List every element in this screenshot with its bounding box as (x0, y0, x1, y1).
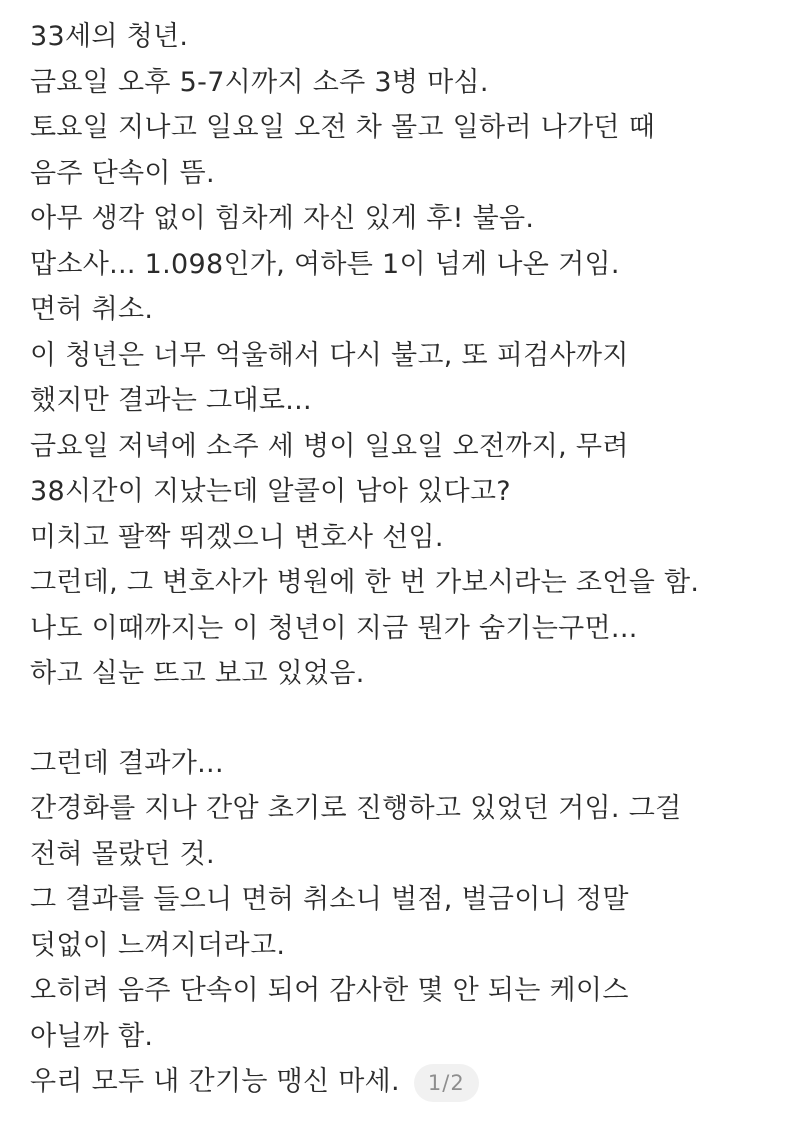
post-line: 토요일 지나고 일요일 오전 차 몰고 일하러 나가던 때 (30, 112, 656, 143)
post-line: 아닐까 함. (30, 1020, 154, 1052)
post-line: 면허 취소. (30, 294, 154, 325)
post-line-text: 우리 모두 내 간기능 맹신 마세. (30, 1066, 400, 1097)
post-line: 33세의 청년. (30, 21, 189, 52)
post-line: 맙소사... 1.098인가, 여하튼 1이 넘게 나온 거임. (30, 248, 620, 280)
post-line: 간경화를 지나 간암 초기로 진행하고 있었던 거임. 그걸 (30, 793, 682, 824)
post-line: 금요일 저녁에 소주 세 병이 일요일 오전까지, 무려 (30, 430, 629, 462)
post-line: 그런데 결과가... (30, 747, 224, 779)
paragraph-gap (30, 697, 790, 741)
post-line: 했지만 결과는 그대로... (30, 385, 312, 416)
post-line: 오히려 음주 단속이 되어 감사한 몇 안 되는 케이스 (30, 975, 629, 1006)
post-line: 미치고 팔짝 뛰겠으니 변호사 선임. (30, 521, 444, 553)
post-line: 금요일 오후 5-7시까지 소주 3병 마심. (30, 66, 489, 98)
post-line: 그런데, 그 변호사가 병원에 한 번 가보시라는 조언을 함. (30, 567, 700, 598)
post-last-line (30, 1059, 790, 1105)
post-line: 전혀 몰랐던 것. (30, 838, 215, 870)
post-line: 그 결과를 들으니 면허 취소니 벌점, 벌금이니 정말 (30, 884, 629, 915)
page-indicator-badge[interactable]: 1/2 (414, 1064, 479, 1102)
post-body (30, 14, 790, 1105)
post-line: 하고 실눈 뜨고 보고 있었음. (30, 658, 365, 689)
post-line: 아무 생각 없이 힘차게 자신 있게 후! 불음. (30, 203, 535, 234)
post-line: 음주 단속이 뜸. (30, 157, 215, 189)
post-line: 덧없이 느껴지더라고. (30, 929, 286, 961)
post-line: 이 청년은 너무 억울해서 다시 불고, 또 피검사까지 (30, 339, 629, 371)
post-line: 나도 이때까지는 이 청년이 지금 뭔가 숨기는구먼... (30, 612, 638, 644)
post-line: 38시간이 지났는데 알콜이 남아 있다고? (30, 476, 511, 507)
